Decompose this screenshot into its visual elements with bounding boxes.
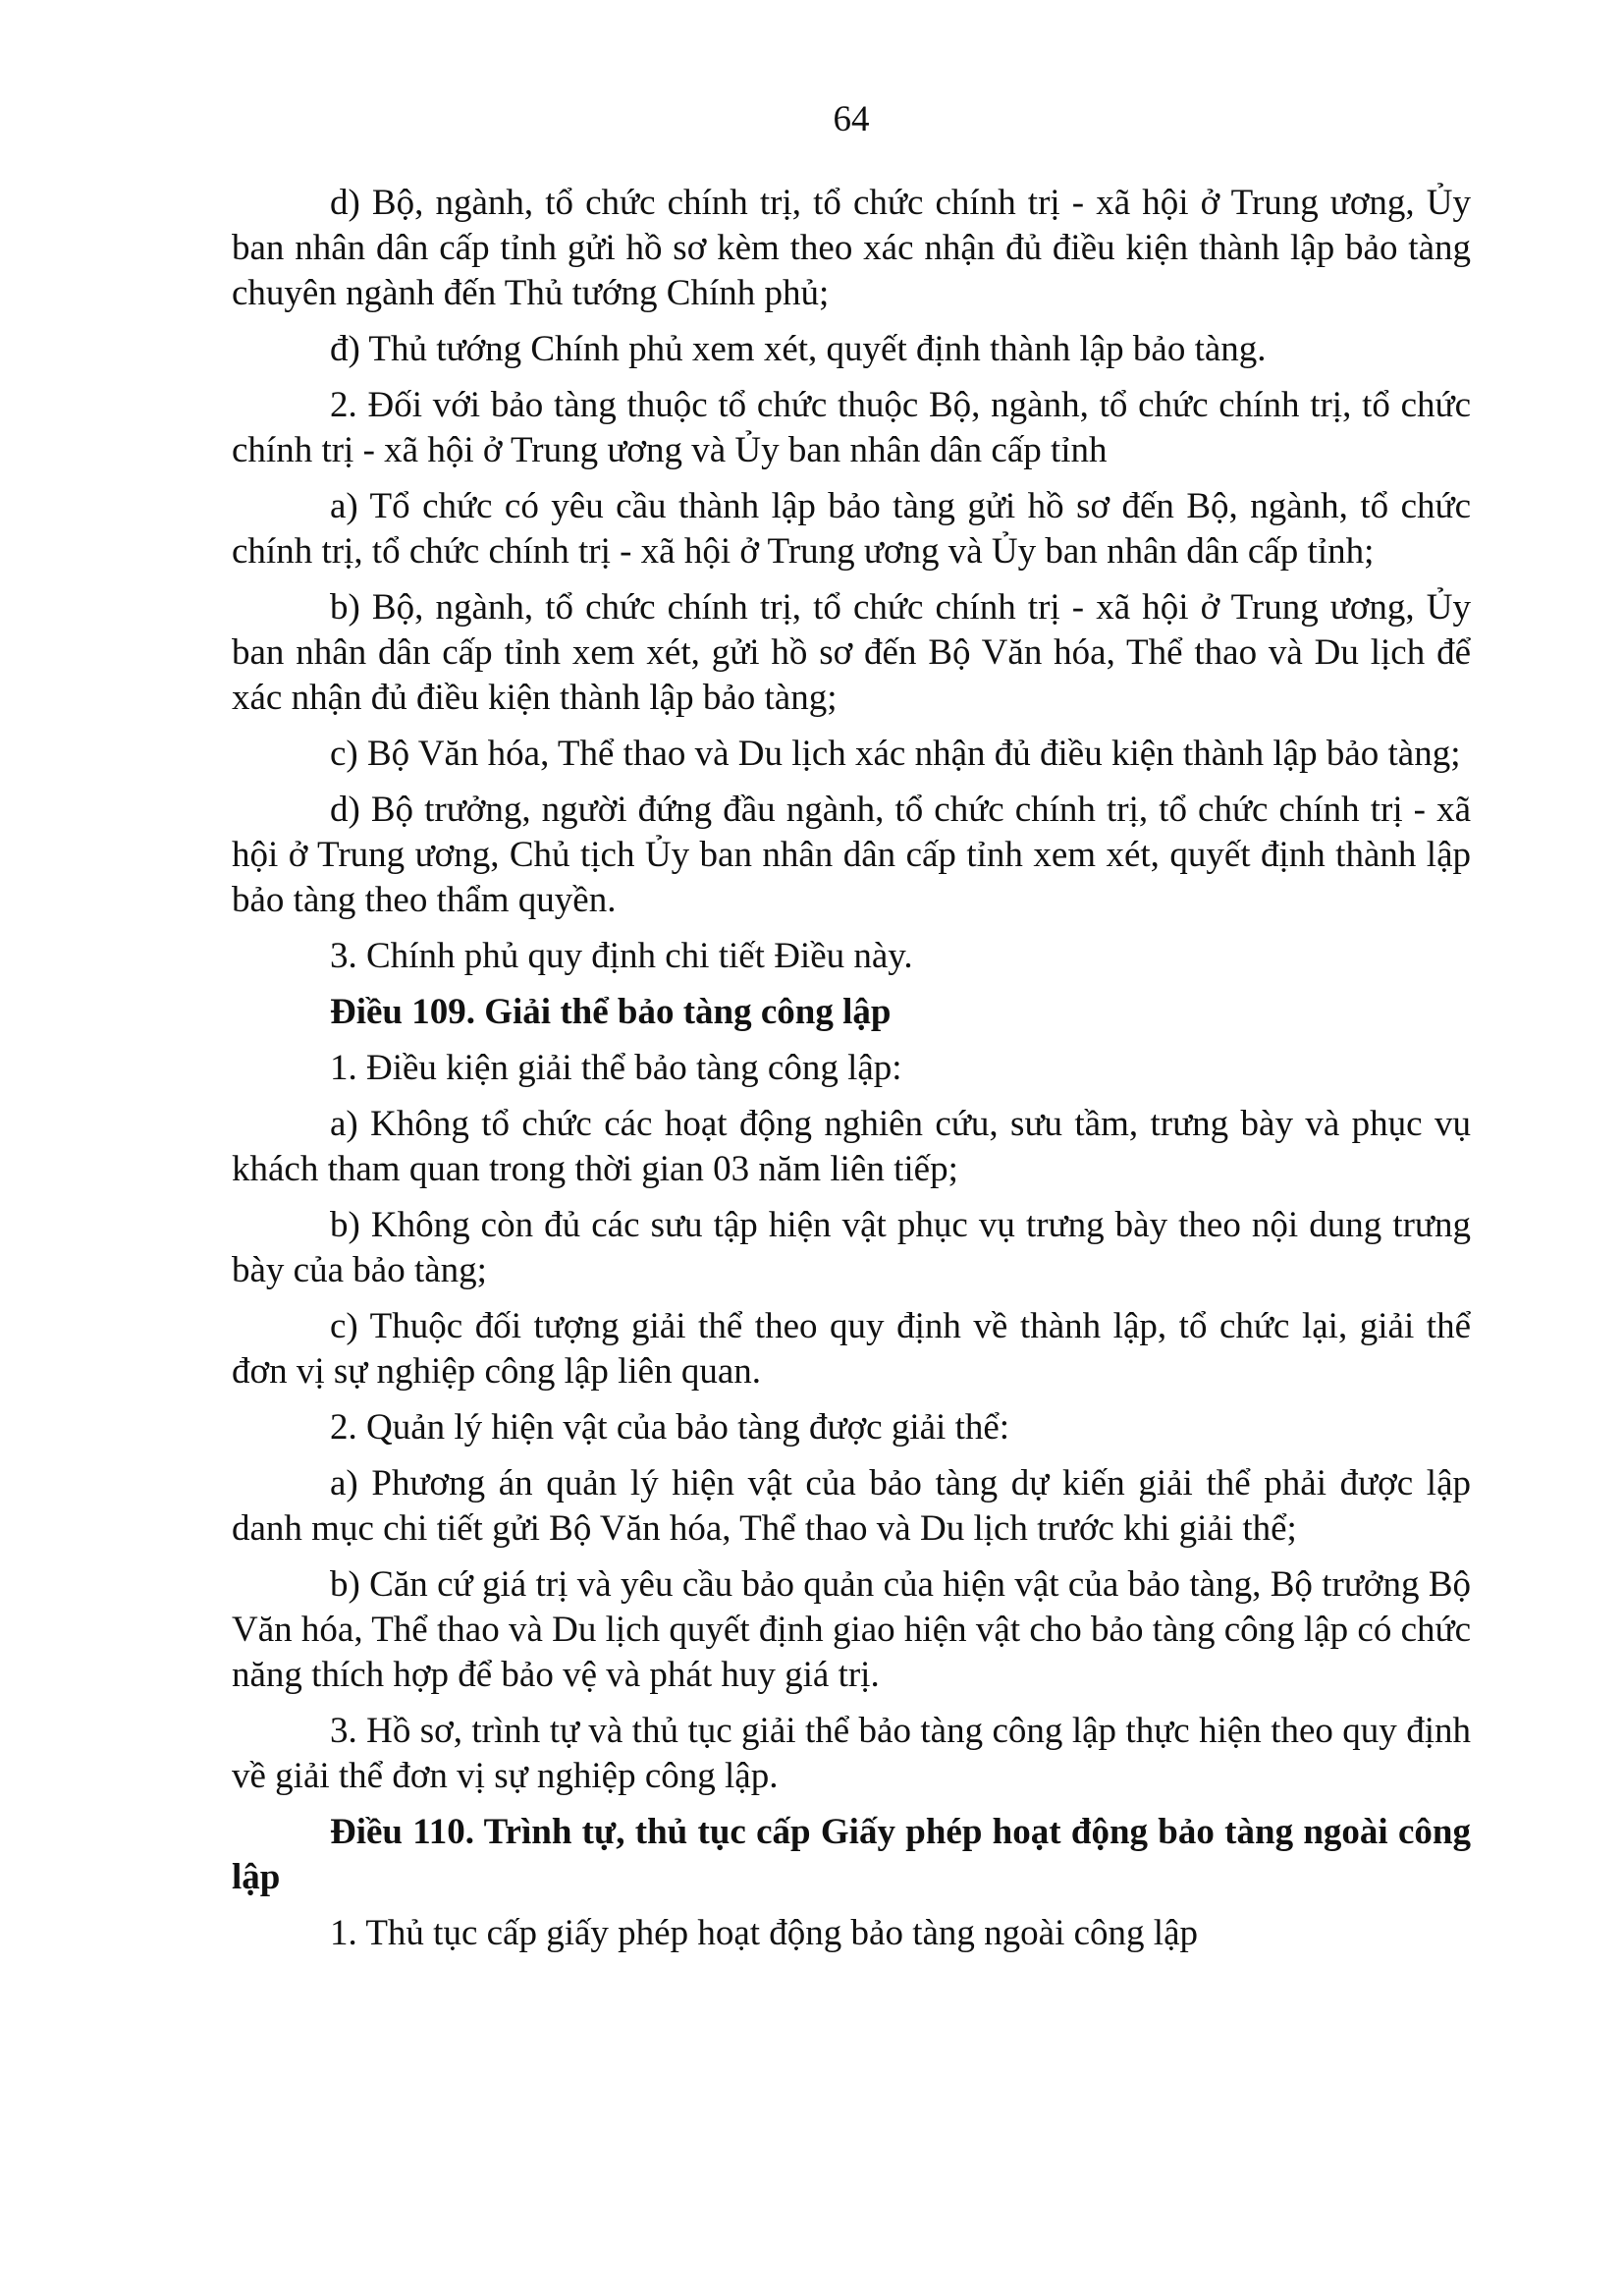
paragraph-2-dd-prime-minister-decides: đ) Thủ tướng Chính phủ xem xét, quyết định thành lập bảo tàng. [330, 329, 1267, 369]
article-109-heading: Điều 109. Giải thể bảo tàng công lập [330, 992, 892, 1032]
paragraph-12-b-insufficient-collections: b) Không còn đủ các sưu tập hiện vật phục vụ trưng bày theo nội dung trưng bày của bảo tàng; [232, 1205, 1471, 1290]
paragraph-7-d-decision: d) Bộ trưởng, người đứng đầu ngành, tổ chức chính trị, tổ chức chính trị - xã hội ở Trung ương, Chủ tịch Ủy ban nhân dân cấp tỉnh xem xét, quyết định thành lập bảo tàng theo thẩm quyền. [232, 790, 1471, 920]
paragraph-4-a-organization-submits: a) Tổ chức có yêu cầu thành lập bảo tàng gửi hồ sơ đến Bộ, ngành, tổ chức chính trị, tổ chức chính trị - xã hội ở Trung ương và Ủy ban nhân dân cấp tỉnh; [232, 486, 1471, 572]
document-page [232, 96, 1471, 1967]
article-110-heading: Điều 110. Trình tự, thủ tục cấp Giấy phép hoạt động bảo tàng ngoài công lập [232, 1812, 1471, 1897]
paragraph-15-a-management-plan: a) Phương án quản lý hiện vật của bảo tàng dự kiến giải thể phải được lập danh mục chi tiết gửi Bộ Văn hóa, Thể thao và Du lịch trước khi giải thể; [232, 1463, 1471, 1549]
paragraph-8-section-3: 3. Chính phủ quy định chi tiết Điều này. [330, 936, 913, 976]
paragraph-19-licensing-procedure: 1. Thủ tục cấp giấy phép hoạt động bảo tàng ngoài công lập [330, 1913, 1199, 1953]
paragraph-13-c-subject-to-dissolution: c) Thuộc đối tượng giải thể theo quy định về thành lập, tổ chức lại, giải thể đơn vị sự nghiệp công lập liên quan. [232, 1306, 1471, 1392]
page-number: 64 [833, 99, 870, 139]
paragraph-5-b-ministry-reviews: b) Bộ, ngành, tổ chức chính trị, tổ chức chính trị - xã hội ở Trung ương, Ủy ban nhân dân cấp tỉnh xem xét, gửi hồ sơ đến Bộ Văn hóa, Thể thao và Du lịch để xác nhận đủ điều kiện thành lập bảo tàng; [232, 587, 1471, 718]
paragraph-3-section-2: 2. Đối với bảo tàng thuộc tổ chức thuộc Bộ, ngành, tổ chức chính trị, tổ chức chính trị - xã hội ở Trung ương và Ủy ban nhân dân cấp tỉnh [232, 385, 1471, 470]
paragraph-6-c-confirmation: c) Bộ Văn hóa, Thể thao và Du lịch xác nhận đủ điều kiện thành lập bảo tàng; [330, 734, 1461, 774]
paragraph-1-d-ministry-submits: d) Bộ, ngành, tổ chức chính trị, tổ chức chính trị - xã hội ở Trung ương, Ủy ban nhân dân cấp tỉnh gửi hồ sơ kèm theo xác nhận đủ điều kiện thành lập bảo tàng chuyên ngành đến Thủ tướng Chính phủ; [232, 183, 1471, 313]
paragraph-16-b-artifact-transfer: b) Căn cứ giá trị và yêu cầu bảo quản của hiện vật của bảo tàng, Bộ trưởng Bộ Văn hóa, Thể thao và Du lịch quyết định giao hiện vật cho bảo tàng công lập có chức năng thích hợp để bảo vệ và phát huy giá trị. [232, 1564, 1471, 1695]
paragraph-10-dissolution-conditions: 1. Điều kiện giải thể bảo tàng công lập: [330, 1048, 902, 1088]
paragraph-17-section-3-procedure: 3. Hồ sơ, trình tự và thủ tục giải thể bảo tàng công lập thực hiện theo quy định về giải thể đơn vị sự nghiệp công lập. [232, 1711, 1471, 1796]
paragraph-14-artifact-management: 2. Quản lý hiện vật của bảo tàng được giải thể: [330, 1407, 1010, 1448]
paragraph-11-a-no-activities: a) Không tổ chức các hoạt động nghiên cứu, sưu tầm, trưng bày và phục vụ khách tham quan trong thời gian 03 năm liên tiếp; [232, 1104, 1471, 1189]
